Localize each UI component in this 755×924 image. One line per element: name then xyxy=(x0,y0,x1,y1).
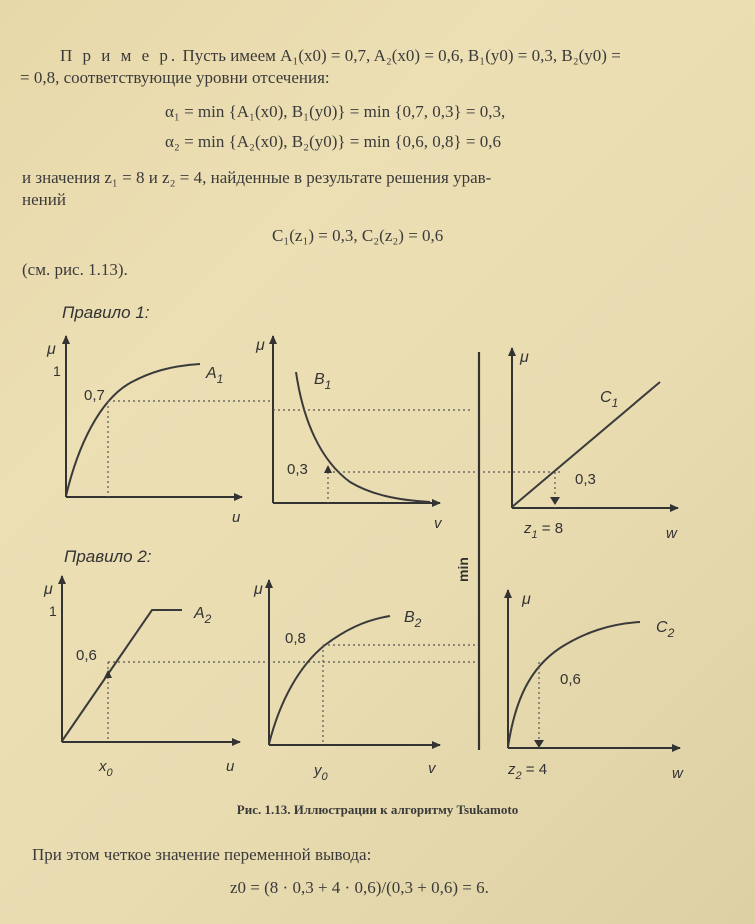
plot-b1 xyxy=(255,336,560,532)
b1-mu-label: μ xyxy=(256,337,265,354)
alpha2-formula: α₂ = min {A₂(x0), B₂(y0)} = min {0,6, 0,8} = 0,6 xyxy=(165,132,501,151)
b2-curve-label: $B_2$ xyxy=(404,609,422,630)
c1-marker xyxy=(550,497,560,505)
a1-u-label: u xyxy=(232,509,241,526)
min-label: min xyxy=(455,557,471,582)
output-paragraph: При этом четкое значение переменной вывода: xyxy=(32,845,372,864)
b1-v-label: v xyxy=(434,515,442,532)
alpha1-formula: α₁ = min {A₁(x0), B₁(y0)} = min {0,7, 0,3} = 0,3, xyxy=(165,102,506,121)
plot-a1 xyxy=(46,336,270,526)
figure-caption: Рис. 1.13. Иллюстрации к алгоритму Tsukamoto xyxy=(236,802,519,817)
c2-curve-label: $C_2$ xyxy=(656,619,675,640)
rule1-title: Правило 1: xyxy=(62,303,150,322)
b1-curve xyxy=(296,372,430,502)
c2-w-label: w xyxy=(672,765,683,782)
example-heading: П р и м е р. xyxy=(60,46,179,65)
a1-mu-label: μ xyxy=(47,341,56,358)
plot-b2 xyxy=(253,580,475,783)
a2-level-label: 0,6 xyxy=(76,647,97,664)
c1-curve-label: $C_1$ xyxy=(600,389,619,410)
z0-formula: z0 = (8 · 0,3 + 4 · 0,6)/(0,3 + 0,6) = 6. xyxy=(230,878,489,897)
b1-marker xyxy=(324,465,332,473)
c1-w-label: w xyxy=(666,525,677,542)
x0-label: $x_0$ xyxy=(99,758,113,779)
a1-one-label: 1 xyxy=(53,363,61,379)
example-line-1-text: Пусть имеем A₁(x0) = 0,7, A₂(x0) = 0,6, B₁(y0) = 0,3, B₂(y0) = xyxy=(182,46,621,65)
c-equations: C₁(z₁) = 0,3, C₂(z₂) = 0,6 xyxy=(272,226,444,245)
plot-a2 xyxy=(43,576,475,779)
a2-mu-label: μ xyxy=(44,581,53,598)
b1-curve-label: $B_1$ xyxy=(314,371,332,392)
b2-mu-label: μ xyxy=(254,581,263,598)
a2-curve xyxy=(62,610,182,741)
z2-label: $z_2 = 4$ xyxy=(508,761,548,782)
c1-line xyxy=(512,382,660,507)
c2-mu-label: μ xyxy=(522,591,531,608)
b2-level-label: 0,8 xyxy=(285,630,306,647)
plot-c1 xyxy=(512,348,678,542)
example-line-2: = 0,8, соответствующие уровни отсечения: xyxy=(20,68,330,87)
c1-level-label: 0,3 xyxy=(575,471,596,488)
rule2-title: Правило 2: xyxy=(64,547,152,566)
a1-curve xyxy=(66,364,200,496)
b1-level-label: 0,3 xyxy=(287,461,308,478)
paragraph-line-2: нений xyxy=(22,190,66,209)
a2-one-label: 1 xyxy=(49,603,57,619)
figure-reference: (см. рис. 1.13). xyxy=(22,260,128,279)
plot-c2 xyxy=(507,590,684,782)
c2-level-label: 0,6 xyxy=(560,671,581,688)
y0-label: $y_0$ xyxy=(314,762,328,783)
c1-mu-label: μ xyxy=(520,349,529,366)
a1-level-label: 0,7 xyxy=(84,387,105,404)
a2-curve-label: $A_2$ xyxy=(194,605,212,626)
a1-curve-label: $A_1$ xyxy=(206,365,224,386)
c2-marker xyxy=(534,740,544,748)
paragraph-line-1: и значения z₁ = 8 и z₂ = 4, найденные в результате решения урав- xyxy=(22,168,492,187)
a2-u-label: u xyxy=(226,758,235,775)
b2-v-label: v xyxy=(428,760,436,777)
z1-label: $z_1 = 8$ xyxy=(524,520,564,541)
